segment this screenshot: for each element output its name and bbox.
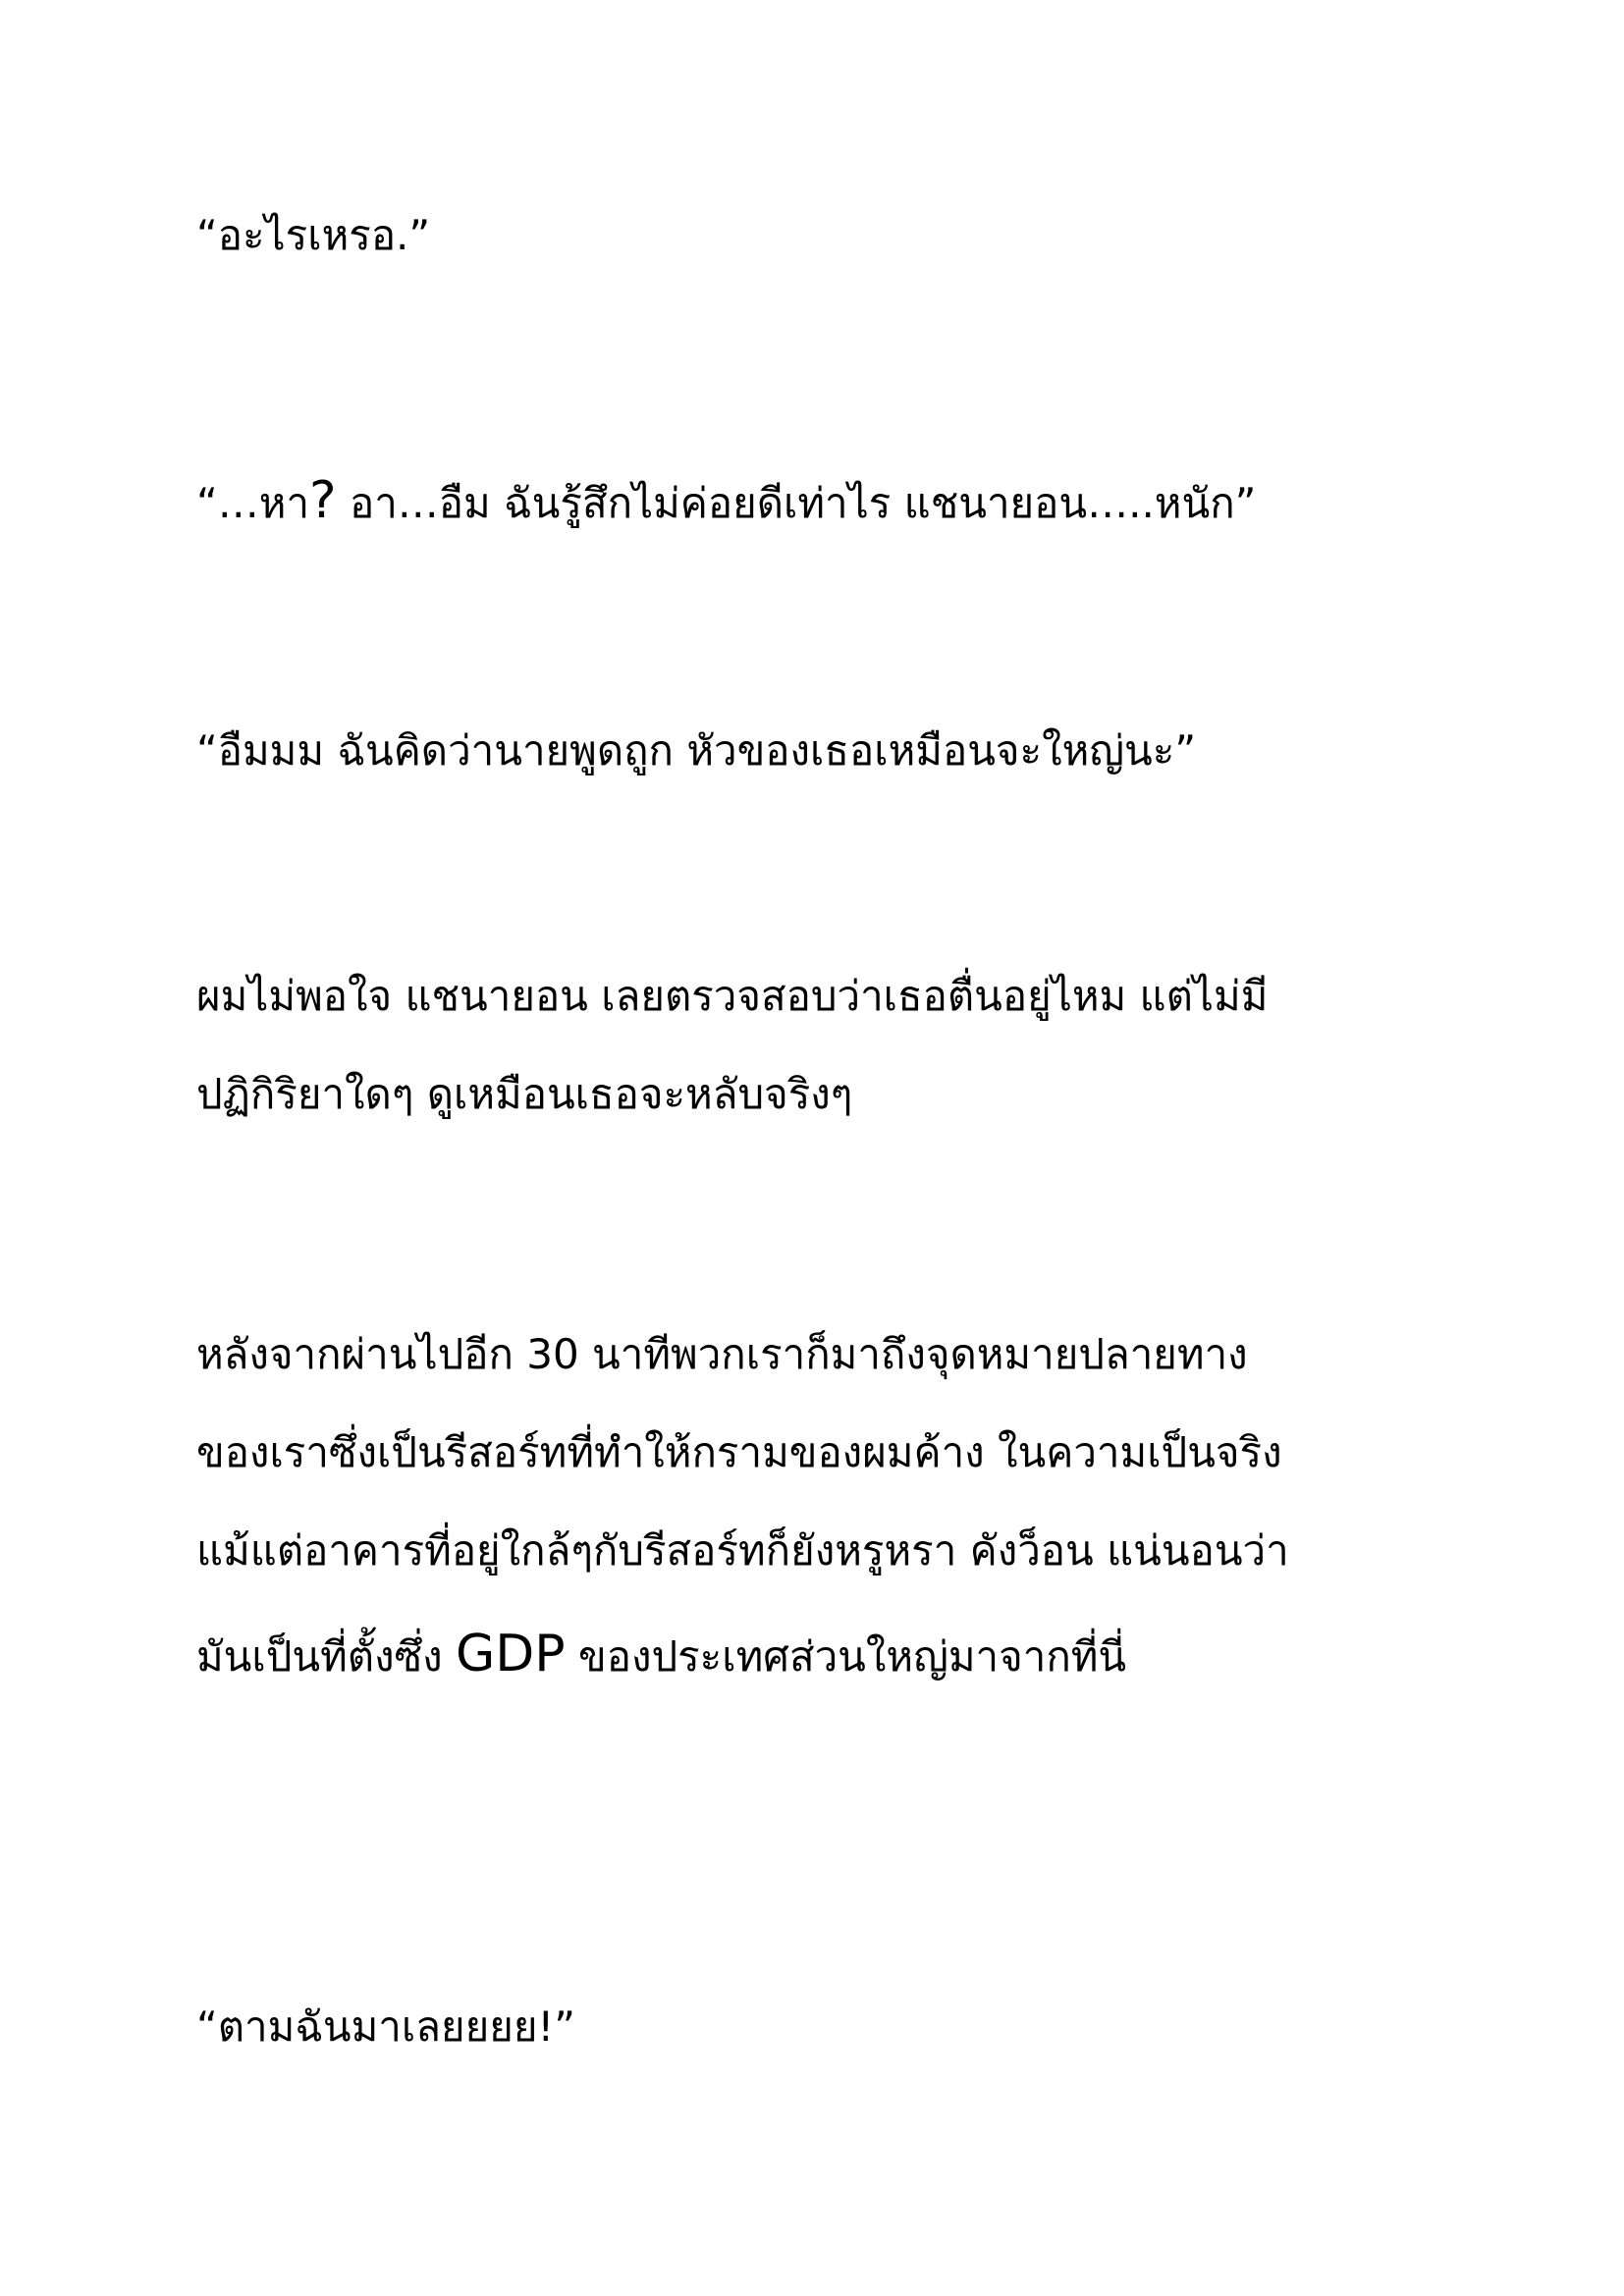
- dialogue-text: อา…อืม ฉันรู้สึกไม่ค่อยดีเท่าไร แชนายอน…..หนัก”: [336, 479, 1257, 527]
- dialogue-text: “ตามฉันมาเลยยยย!”: [196, 2002, 576, 2051]
- gdp-text: GDP: [455, 1625, 566, 1683]
- paragraph-text: ผมไม่พอใจ แชนายอน เลยตรวจสอบว่าเธอตื่นอยู่ไหม แต่ไม่มี: [196, 972, 1269, 1020]
- dialogue-line: [196, 471, 1256, 533]
- paragraph-line: [196, 1423, 1282, 1482]
- paragraph-text: ของเราซึ่งเป็นรีสอร์ทที่ทำให้กรามของผมค้าง ในความเป็นจริง: [196, 1428, 1282, 1476]
- dialogue-line: [196, 1998, 575, 2056]
- paragraph-line: [196, 1325, 1248, 1384]
- question-mark: ?: [309, 471, 337, 530]
- paragraph-line: [196, 1065, 852, 1124]
- dialogue-line: [196, 206, 430, 265]
- dialogue-text: “อืมมม ฉันคิดว่านายพูดถูก หัวของเธอเหมือนจะใหญ่นะ”: [196, 726, 1197, 774]
- dialogue-line: [196, 721, 1196, 780]
- paragraph-text: มันเป็นที่ตั้งซึ่ง: [196, 1632, 456, 1681]
- paragraph-line: [196, 1522, 1289, 1580]
- paragraph-line: [196, 967, 1268, 1026]
- paragraph-text: แม้แต่อาคารที่อยู่ใกล้ๆกับรีสอร์ทก็ยังหรูหรา คังว็อน แน่นอนว่า: [196, 1526, 1289, 1575]
- paragraph-line: [196, 1625, 1126, 1686]
- paragraph-text: หลังจากผ่านไปอีก 30 นาทีพวกเราก็มาถึงจุดหมายปลายทาง: [196, 1330, 1248, 1378]
- paragraph-text: ของประเทศส่วนใหญ่มาจากที่นี่: [565, 1632, 1127, 1681]
- paragraph-text: ปฏิกิริยาใดๆ ดูเหมือนเธอจะหลับจริงๆ: [196, 1070, 853, 1118]
- dialogue-text: “อะไรเหรอ.”: [196, 211, 431, 259]
- dialogue-text: “…หา: [196, 479, 310, 527]
